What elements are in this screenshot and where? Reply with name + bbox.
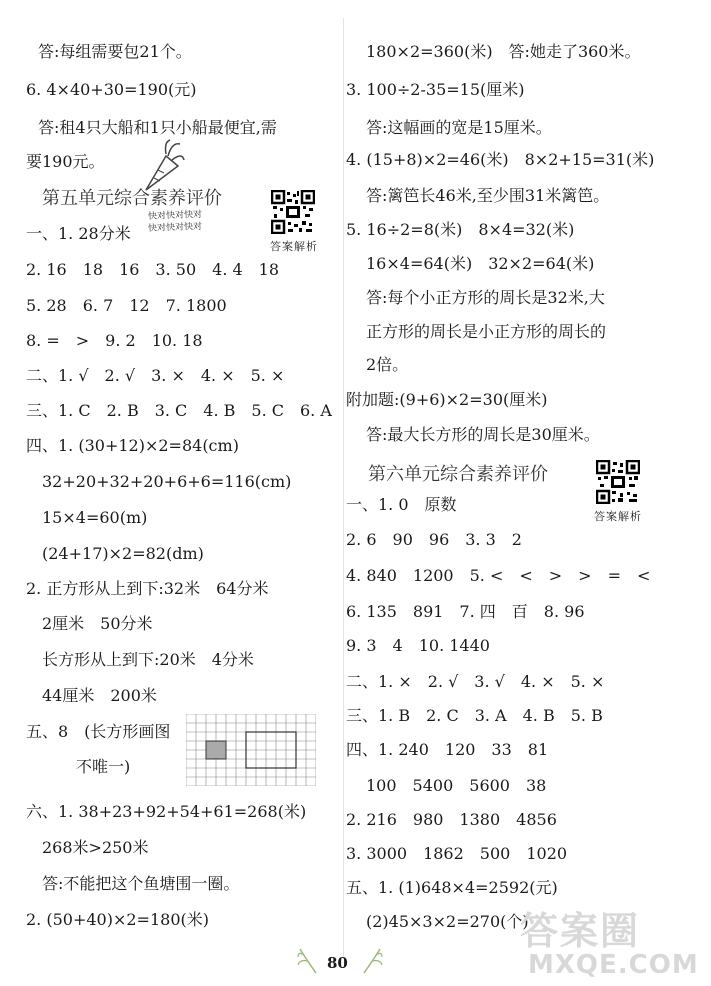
answer-line: 答:最大长方形的周长是30厘米。 bbox=[366, 425, 600, 444]
answer-line: 答:这幅画的宽是15厘米。 bbox=[366, 118, 552, 137]
answer-line: 答:篱笆长46米,至少围31米篱笆。 bbox=[366, 186, 610, 205]
answer-line: 三、1. B 2. C 3. A 4. B 5. B bbox=[346, 706, 603, 725]
answer-line: 2厘米 50分米 bbox=[42, 614, 153, 633]
answer-line: 2. (50+40)×2=180(米) bbox=[26, 910, 209, 929]
problem-line: 6. 4×40+30=190(元) bbox=[26, 80, 197, 99]
answer-line: 15×4=60(m) bbox=[42, 508, 148, 527]
qr-label: 答案解析 bbox=[594, 510, 642, 523]
answer-line: 2倍。 bbox=[366, 355, 409, 374]
answer-line: 2. 16 18 16 3. 50 4. 4 18 bbox=[26, 260, 280, 279]
unit6-heading: 第六单元综合素养评价 bbox=[368, 464, 548, 485]
carrot-note: 快对快对快对 bbox=[147, 222, 203, 234]
answer-line: 答:租4只大船和1只小船最便宜,需 bbox=[38, 118, 277, 137]
answer-line: 8. = > 9. 2 10. 18 bbox=[26, 331, 203, 350]
answer-line: 答:不能把这个鱼塘围一圈。 bbox=[42, 874, 240, 893]
watermark-url: MXQE.COM bbox=[528, 950, 699, 980]
answer-line: 2. 6 90 96 3. 3 2 bbox=[346, 530, 522, 549]
problem-line: 4. (15+8)×2=46(米) 8×2+15=31(米) bbox=[346, 150, 655, 169]
answer-line: 五、8 (长方形画图 bbox=[26, 722, 171, 741]
carrot-icon bbox=[140, 138, 186, 194]
watermark-logo: 答案圈 bbox=[520, 909, 641, 953]
answer-line: 9. 3 4 10. 1440 bbox=[346, 636, 490, 655]
answer-line: 不唯一) bbox=[76, 757, 131, 776]
page-number: 80 bbox=[327, 954, 348, 972]
answer-line: 五、1. (1)648×4=2592(元) bbox=[346, 878, 558, 897]
unit5-heading: 第五单元综合素养评价 bbox=[42, 188, 222, 209]
bonus-line: 附加题:(9+6)×2=30(厘米) bbox=[346, 390, 548, 409]
answer-line: 5. 28 6. 7 12 7. 1800 bbox=[26, 296, 227, 315]
sprig-right-icon bbox=[360, 945, 384, 975]
answer-line: 答:每组需要包21个。 bbox=[38, 42, 192, 61]
sprig-left-icon bbox=[296, 945, 320, 975]
qr-label: 答案解析 bbox=[270, 240, 318, 253]
answer-line: 44厘米 200米 bbox=[42, 686, 157, 705]
answer-line: (2)45×3×2=270(个) bbox=[366, 912, 529, 931]
answer-line: 16×4=64(米) 32×2=64(米) bbox=[366, 254, 595, 273]
qr-code-icon bbox=[271, 190, 315, 234]
answer-line: 180×2=360(米) 答:她走了360米。 bbox=[366, 42, 641, 61]
qr-code-icon bbox=[596, 460, 640, 504]
answer-line: 四、1. (30+12)×2=84(cm) bbox=[26, 436, 239, 455]
answer-line: 二、1. √ 2. √ 3. × 4. × 5. × bbox=[26, 366, 285, 385]
column-divider bbox=[343, 18, 344, 958]
answer-line: 六、1. 38+23+92+54+61=268(米) bbox=[26, 802, 307, 821]
answer-line: 2. 正方形从上到下:32米 64分米 bbox=[26, 579, 269, 598]
carrot-note: 快对快对快对 bbox=[147, 210, 203, 222]
rectangle-drawing-grid bbox=[186, 714, 316, 786]
answer-line: 6. 135 891 7. 四 百 8. 96 bbox=[346, 602, 585, 621]
answer-line: 32+20+32+20+6+6=116(cm) bbox=[42, 472, 292, 491]
answer-line: 一、1. 28分米 bbox=[26, 224, 131, 243]
answer-line: 100 5400 5600 38 bbox=[366, 776, 547, 795]
answer-line: 4. 840 1200 5. < < > > = < bbox=[346, 566, 651, 585]
answer-line: 二、1. × 2. √ 3. √ 4. × 5. × bbox=[346, 672, 605, 691]
answer-line: 四、1. 240 120 33 81 bbox=[346, 740, 549, 759]
answer-line: 答:每个小正方形的周长是32米,大 bbox=[366, 288, 605, 307]
answer-line: (24+17)×2=82(dm) bbox=[42, 544, 204, 563]
answer-line: 一、1. 0 原数 bbox=[346, 495, 457, 514]
answer-line: 要190元。 bbox=[26, 152, 105, 171]
answer-line: 三、1. C 2. B 3. C 4. B 5. C 6. A bbox=[26, 401, 332, 420]
problem-line: 5. 16÷2=8(米) 8×4=32(米) bbox=[346, 220, 575, 239]
answer-line: 268米>250米 bbox=[42, 838, 149, 857]
answer-line: 2. 216 980 1380 4856 bbox=[346, 810, 557, 829]
problem-line: 3. 100÷2-35=15(厘米) bbox=[346, 80, 525, 99]
answer-line: 长方形从上到下:20米 4分米 bbox=[42, 650, 254, 669]
answer-line: 正方形的周长是小正方形的周长的 bbox=[366, 322, 607, 341]
answer-line: 3. 3000 1862 500 1020 bbox=[346, 844, 568, 863]
